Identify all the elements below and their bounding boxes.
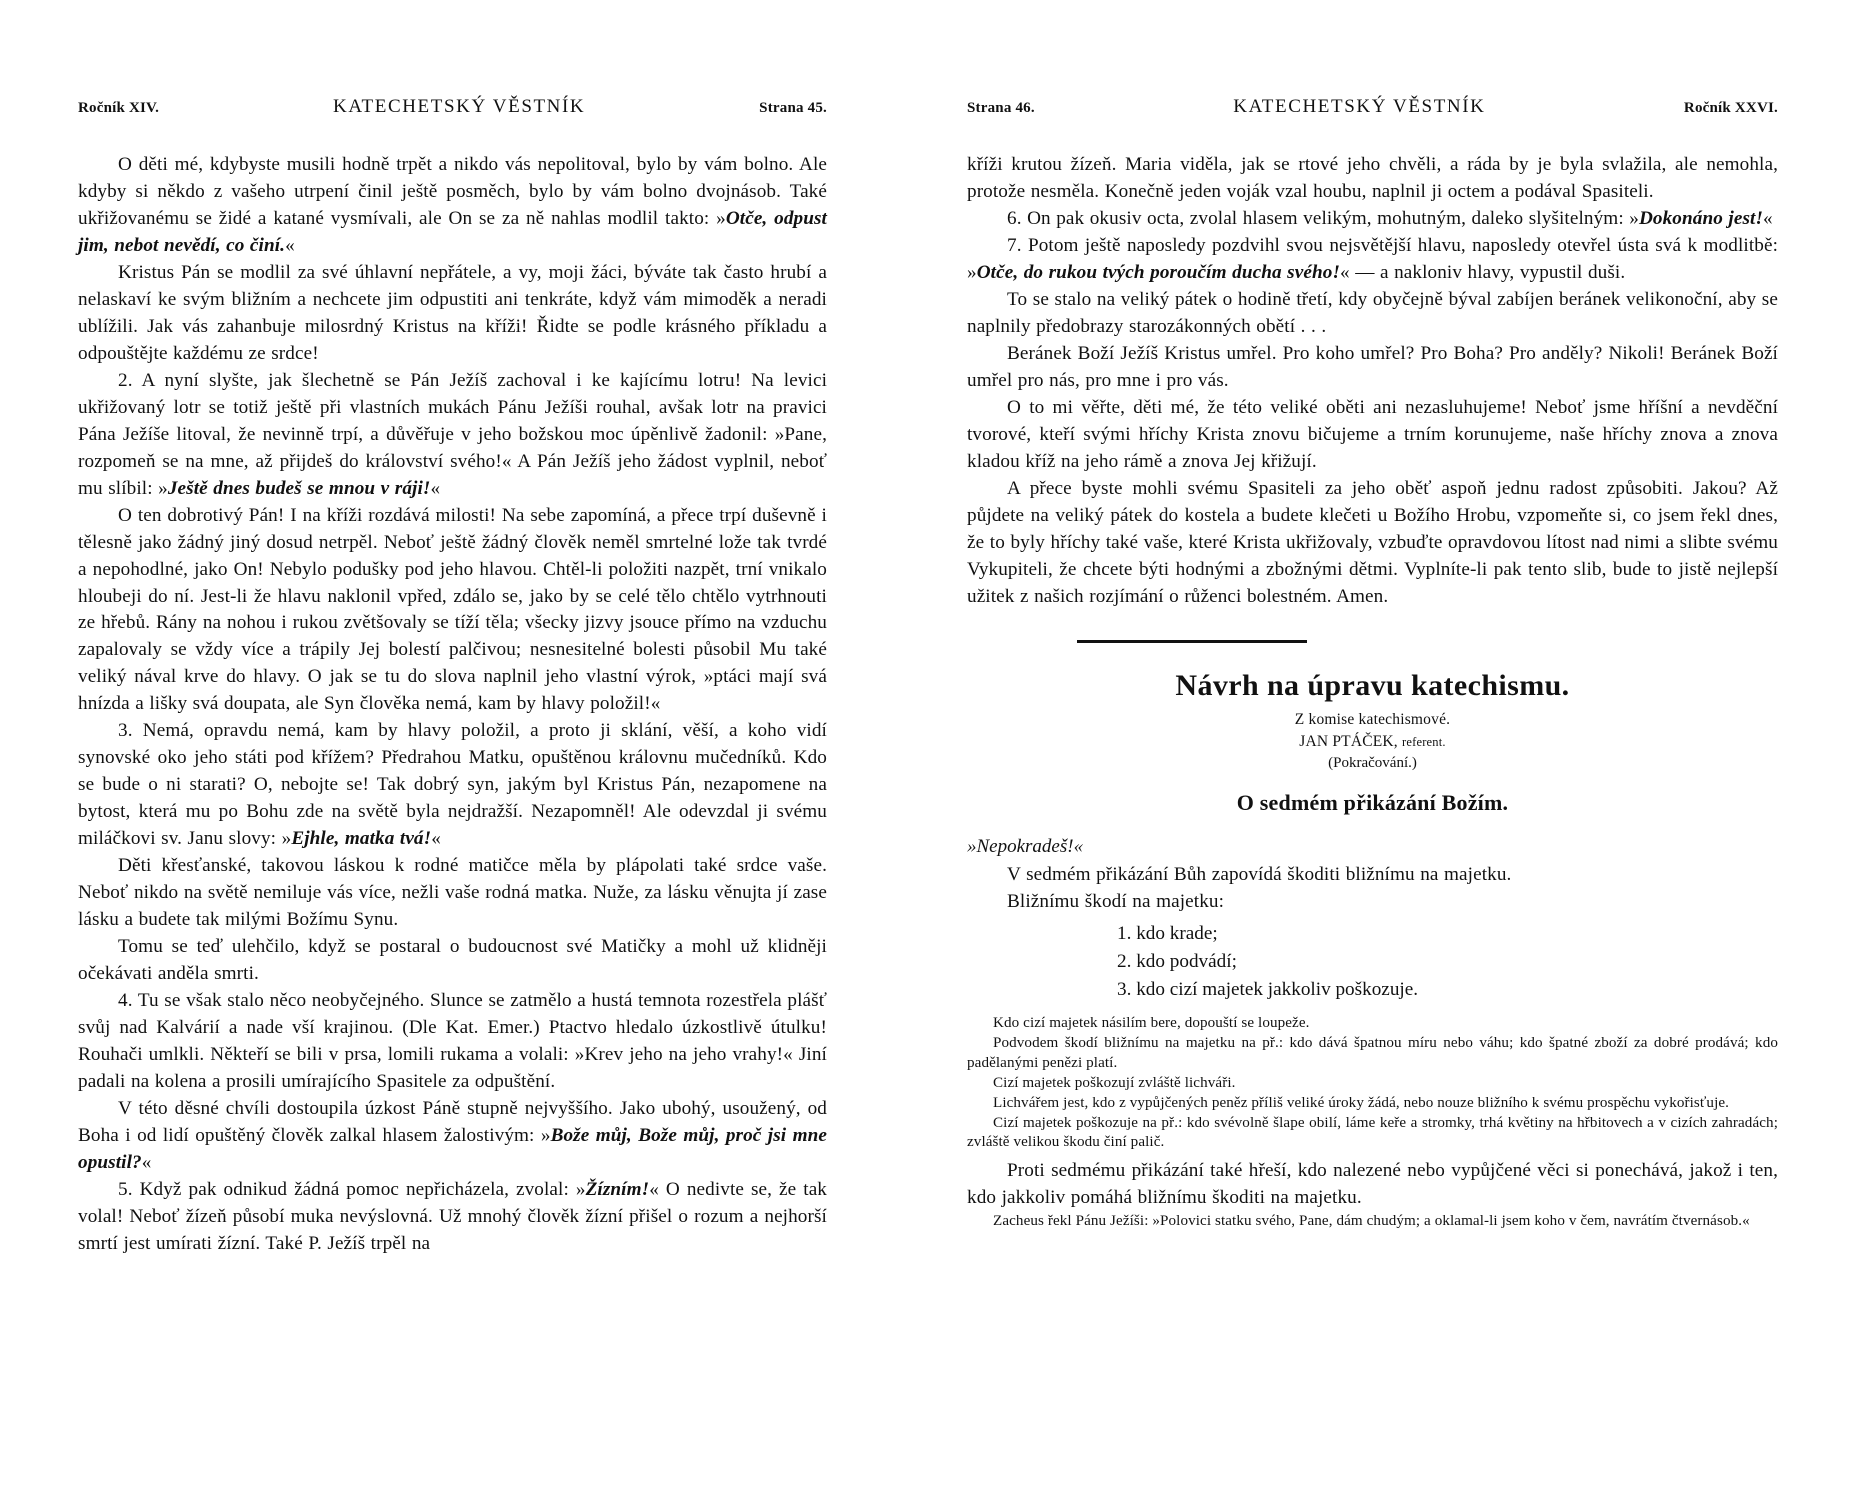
right-volume-label: Ročník XXVI. xyxy=(1683,100,1778,116)
paragraph: 6. On pak okusiv octa, zvolal hlasem velikým, mohutným, daleko slyšitelným: »Dokonáno jest!« xyxy=(1007,207,1773,229)
fine-paragraph: Cizí majetek poškozují zvláště lichváři. xyxy=(993,1074,1236,1091)
paragraph: To se stalo na veliký pátek o hodině třetí, kdy obyčejně býval zabíjen beránek velikonoční, aby se naplnily předobrazy starozákonných obětí . . . xyxy=(967,288,1778,337)
paragraph: O ten dobrotivý Pán! I na kříži rozdává milosti! Na sebe zapomíná, a přece trpí duševně i tělesně jako žádný jiný dosud netrpěl. Neboť ještě žádný člověk neměl smrtelné lože tak tvrdé a nepohodlné, jako On! Nebylo podušky pod jeho hlavou. Chtěl-li položiti nazpět, trní vnikalo hloubeji do ní. Jest-li že hlavu naklonil vpřed, zdálo se, jako by se celé tělo chtělo vytrhnouti ze hřebů. Rány na nohou i rukou zvětšovaly se tíží těla; všecky jizvy jsouce přímo na vzduchu zapalovaly se vždy více a trápily Jej bolestí palčivou; nesnesitelné bolesti působil Mu také veliký nával krve do hlavy. O jak se tu do slova naplnil jeho vlastní výrok, »ptáci mají svá hnízda a lišky svá doupata, ale Syn člověka nemá, kam by hlavy položil!« xyxy=(78,504,827,715)
left-running-head xyxy=(78,96,827,118)
fine-paragraph: Lichvářem jest, kdo z vypůjčených peněz příliš veliké úroky žádá, nebo nouze bližního k svému prospěchu vykořisťuje. xyxy=(993,1094,1730,1111)
paragraph: kříži krutou žízeň. Maria viděla, jak se rtové jeho chvěli, a ráda by je byla svlažila, ale nemohla, protože nesměla. Konečně jeden voják vzal houbu, naplnil ji octem a podával Spasiteli. xyxy=(967,154,1778,202)
list-item: 1. kdo krade; xyxy=(1117,923,1218,945)
fine-paragraph: Kdo cizí majetek násilím bere, dopouští se loupeže. xyxy=(993,1014,1310,1031)
article-title: Návrh na úpravu katechismu. xyxy=(1175,669,1570,703)
commandment-list xyxy=(967,920,1778,1004)
list-item: 3. kdo cizí majetek jakkoliv poškozuje. xyxy=(1117,979,1419,1001)
right-journal-title: KATECHETSKÝ VĚSTNÍK xyxy=(1233,96,1486,117)
section-divider xyxy=(1077,640,1307,643)
paragraph: Tomu se teď ulehčilo, když se postaral o budoucnost své Matičky a mohl už klidněji očekávati anděla smrti. xyxy=(78,936,827,985)
fine-paragraph: Podvodem škodí bližnímu na majetku na př.: kdo dává špatnou míru nebo váhu; kdo špatné zboží za dobré prodává; kdo padělanými penězi platí. xyxy=(967,1034,1778,1071)
paragraph: 5. Když pak odnikud žádná pomoc nepřicházela, zvolal: »Žízním!« O nedivte se, že tak volal! Neboť žízeň působí muka nevýslovná. Už mnohý člověk žízní přišel o rozum a nejhorší smrtí jest umírati žízní. Také P. Ježíš trpěl na xyxy=(78,1178,827,1254)
paragraph: 2. A nyní slyšte, jak šlechetně se Pán Ježíš zachoval i ke kajícímu lotru! Na levici ukřižovaný lotr se totiž ještě při vlastních mukách Pánu Ježíši rouhal, avšak lotr na pravici Pána Ježíše litoval, že nevinně trpí, a důvěřuje v jeho božskou moc úpěnlivě žadonil: »Pane, rozpomeň se na mne, až přijdeš do království svého!« A Pán Ježíš jeho žádost vyplnil, neboť mu slíbil: »Ještě dnes budeš se mnou v ráji!« xyxy=(78,369,827,499)
paragraph: O to mi věřte, děti mé, že této veliké oběti ani nezasluhujeme! Neboť jsme hříšní a nevděční tvorové, kteří svými hříchy Krista znovu bičujeme a trním korunujeme, naše hříchy znova a znova kladou kříž na jeho rámě a znova Jej křižují. xyxy=(967,396,1778,472)
paragraph: Kristus Pán se modlil za své úhlavní nepřátele, a vy, moji žáci, býváte tak často hrubí a nelaskaví ke svým bližním a nechcete jim odpustiti ani tenkráte, když vám mimoděk a neradi ublížili. Jak vás zahanbuje milosrdný Kristus na kříži! Řidte se podle krásného příkladu a odpouštějte každému ze srdce! xyxy=(78,261,827,364)
right-page-number: Strana 46. xyxy=(967,100,1035,116)
paragraph: A přece byste mohli svému Spasiteli za jeho oběť aspoň jednu radost způsobiti. Jakou? Až půjdete na veliký pátek do kostela a budete klečeti u Božího Hrobu, vzpomeňte si, co jsem řekl dnes, že to byly hříchy také vaše, které Krista ukřižovaly, vzbuďte opravdovou lítost nad nimi a slibte svému Vykupiteli, že chcete býti hodnými a zbožnými dětmi. Vyplníte-li pak tento slib, bude to jistě nejlepší užitek z našich rozjímání o růženci bolestném. Amen. xyxy=(967,477,1778,607)
paragraph: 7. Potom ještě naposledy pozdvihl svou nejsvětější hlavu, naposledy otevřel ústa svá k modlitbě: »Otče, do rukou tvých poroučím ducha svého!« — a nakloniv hlavy, vypustil duši. xyxy=(967,234,1778,283)
article-subtitle: Z komise katechismové. xyxy=(1294,711,1451,729)
paragraph: Proti sedmému přikázání také hřeší, kdo nalezené nebo vypůjčené věci si ponechává, jakož i ten, kdo jakkoliv pomáhá bližnímu škoditi na majetku. xyxy=(967,1160,1778,1209)
right-page-column xyxy=(937,0,1874,1500)
right-running-head xyxy=(967,96,1778,118)
paragraph: 4. Tu se však stalo něco neobyčejného. Slunce se zatmělo a hustá temnota rozestřela plášť svůj nad Kalvárií a nade vší krajinou. (Dle Kat. Emer.) Ptactvo hledalo úzkostlivě útulku! Rouhači umlkli. Někteří se bili v prsa, lomili rukama a volali: »Krev jeho na jeho vrahy!« Jiní padali na kolena a prosili umírajícího Spasitele za odpuštění. xyxy=(78,990,827,1092)
left-page-number: Strana 45. xyxy=(759,100,827,116)
article-heading: O sedmém přikázání Božím. xyxy=(1236,790,1509,816)
article-author: JAN PTÁČEK, xyxy=(1299,733,1398,751)
fine-paragraph: Cizí majetek poškozuje na př.: kdo svévolně šlape obilí, láme keře a stromky, trhá květiny na hřbitovech a v cizích zahradách; zvláště velikou škodu činí palič. xyxy=(967,1114,1778,1151)
paragraph: Bližnímu škodí na majetku: xyxy=(1007,891,1225,913)
left-volume-label: Ročník XIV. xyxy=(78,100,160,116)
paragraph: Beránek Boží Ježíš Kristus umřel. Pro koho umřel? Pro Boha? Pro anděly? Nikoli! Beránek Boží umřel pro nás, pro mne i pro vás. xyxy=(967,342,1778,391)
list-item: 2. kdo podvádí; xyxy=(1117,951,1237,973)
paragraph: O děti mé, kdybyste musili hodně trpět a nikdo vás nepolitoval, bylo by vám bolno. Ale kdyby si někdo z vašeho utrpení činil ještě posměch, bylo by vám bolno dvojnásob. Také ukřižovanému se židé a katané vysmívali, ale On se za ně nahlas modlil takto: »Otče, odpust jim, nebot nevědí, co činí.« xyxy=(78,154,827,256)
paragraph: 3. Nemá, opravdu nemá, kam by hlavy položil, a proto ji sklání, věší, a koho vidí synovské oko jeho státi pod křížem? Předrahou Matku, opuštěnou královnu mučedníků. Kdo se bude o ni starati? O, nebojte se! Tak dobrý syn, jakým byl Kristus Pán, nezapomene na bytost, která mu po Bohu zde na světě byla nejdražší. Nezapomněl! Ale odevzdal ji svému miláčkovi sv. Janu slovy: »Ejhle, matka tvá!« xyxy=(78,720,827,850)
article-lead-quote: »Nepokradeš!« xyxy=(967,836,1084,858)
left-journal-title: KATECHETSKÝ VĚSTNÍK xyxy=(333,96,586,117)
paragraph: V této děsné chvíli dostoupila úzkost Páně stupně nejvyššího. Jako ubohý, usoužený, od Boha i od lidí opuštěný člověk zalkal hlasem žalostivým: »Bože můj, Bože můj, proč jsi mne opustil?« xyxy=(78,1097,827,1173)
paragraph: V sedmém přikázání Bůh zapovídá škoditi bližnímu na majetku. xyxy=(1007,864,1512,886)
article-author-role: referent. xyxy=(1401,735,1446,750)
article-byline xyxy=(967,733,1778,751)
article-continuation-note: (Pokračování.) xyxy=(1328,755,1417,772)
paragraph: Děti křesťanské, takovou láskou k rodné matičce měla by plápolati také srdce vaše. Neboť nikdo na světě nemiluje vás více, nežli vaše rodná matka. Nuže, za lásku věnujta jí zase lásku a budete tak milými Božímu Synu. xyxy=(78,855,827,931)
fine-paragraph: Zacheus řekl Pánu Ježíši: »Polovici statku svého, Pane, dám chudým; a oklamal-li jsem koho v čem, navrátím čtvernásob.« xyxy=(993,1213,1750,1230)
